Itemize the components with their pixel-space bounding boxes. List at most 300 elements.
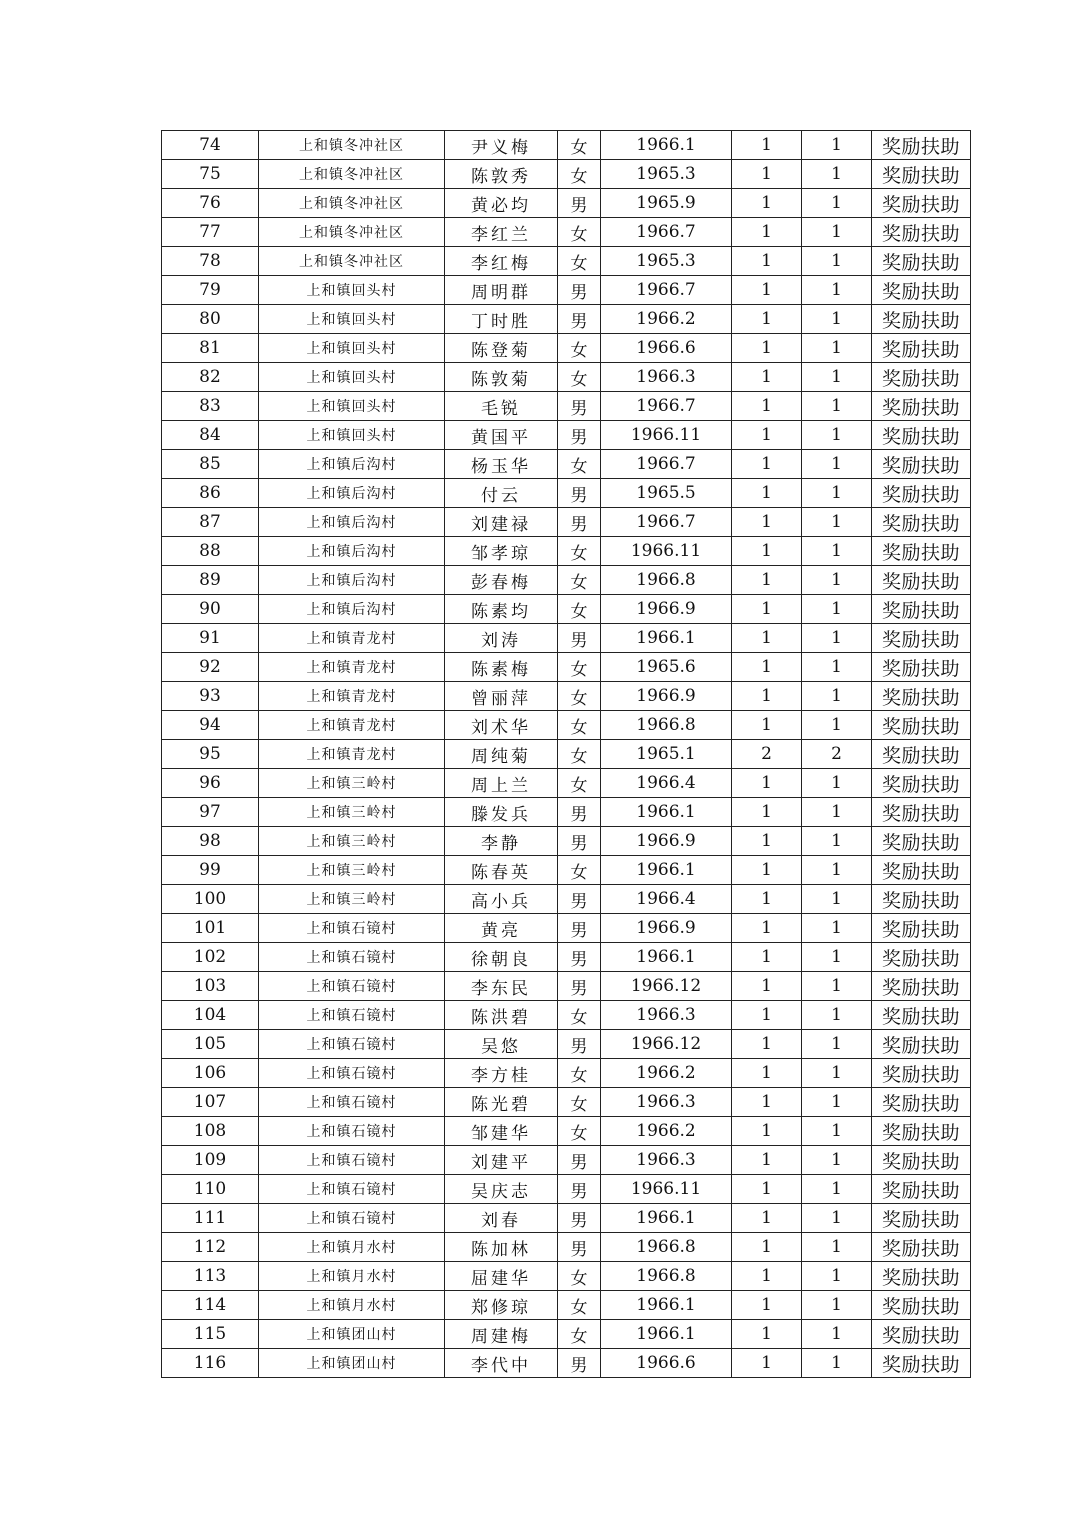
village-cell: 上和镇石镜村 <box>259 914 445 943</box>
count-b-cell: 1 <box>802 595 872 624</box>
name-cell: 陈敦秀 <box>445 160 558 189</box>
count-b-cell: 1 <box>802 508 872 537</box>
gender-cell: 男 <box>558 276 601 305</box>
count-a-cell: 1 <box>732 1117 802 1146</box>
count-b-cell: 1 <box>802 827 872 856</box>
birth-date-cell: 1966.3 <box>601 1146 732 1175</box>
birth-date-cell: 1966.4 <box>601 769 732 798</box>
name-cell: 高小兵 <box>445 885 558 914</box>
gender-cell: 女 <box>558 160 601 189</box>
assistance-type-cell: 奖励扶助 <box>872 305 971 334</box>
table-row <box>162 1262 971 1291</box>
table-row <box>162 1291 971 1320</box>
serial-number-cell: 100 <box>162 885 259 914</box>
name-cell: 陈洪碧 <box>445 1001 558 1030</box>
village-cell: 上和镇青龙村 <box>259 740 445 769</box>
assistance-type-cell: 奖励扶助 <box>872 740 971 769</box>
serial-number-cell: 110 <box>162 1175 259 1204</box>
gender-cell: 女 <box>558 653 601 682</box>
assistance-type-cell: 奖励扶助 <box>872 1204 971 1233</box>
serial-number-cell: 93 <box>162 682 259 711</box>
village-cell: 上和镇回头村 <box>259 363 445 392</box>
gender-cell: 女 <box>558 682 601 711</box>
serial-number-cell: 89 <box>162 566 259 595</box>
birth-date-cell: 1966.2 <box>601 305 732 334</box>
assistance-type-cell: 奖励扶助 <box>872 392 971 421</box>
count-a-cell: 1 <box>732 1349 802 1378</box>
count-a-cell: 1 <box>732 247 802 276</box>
count-a-cell: 1 <box>732 798 802 827</box>
table-row <box>162 479 971 508</box>
name-cell: 黄必均 <box>445 189 558 218</box>
assistance-type-cell: 奖励扶助 <box>872 711 971 740</box>
count-a-cell: 1 <box>732 682 802 711</box>
birth-date-cell: 1966.7 <box>601 276 732 305</box>
assistance-type-cell: 奖励扶助 <box>872 160 971 189</box>
count-b-cell: 1 <box>802 392 872 421</box>
birth-date-cell: 1966.6 <box>601 1349 732 1378</box>
village-cell: 上和镇后沟村 <box>259 537 445 566</box>
village-cell: 上和镇后沟村 <box>259 479 445 508</box>
village-cell: 上和镇三岭村 <box>259 827 445 856</box>
count-a-cell: 1 <box>732 450 802 479</box>
table-row <box>162 943 971 972</box>
village-cell: 上和镇冬冲社区 <box>259 160 445 189</box>
village-cell: 上和镇回头村 <box>259 305 445 334</box>
gender-cell: 男 <box>558 972 601 1001</box>
count-a-cell: 1 <box>732 1233 802 1262</box>
gender-cell: 女 <box>558 769 601 798</box>
village-cell: 上和镇青龙村 <box>259 624 445 653</box>
assistance-type-cell: 奖励扶助 <box>872 1233 971 1262</box>
assistance-type-cell: 奖励扶助 <box>872 450 971 479</box>
birth-date-cell: 1966.8 <box>601 1233 732 1262</box>
table-row <box>162 537 971 566</box>
name-cell: 付云 <box>445 479 558 508</box>
count-b-cell: 1 <box>802 160 872 189</box>
table-row <box>162 769 971 798</box>
name-cell: 黄亮 <box>445 914 558 943</box>
count-b-cell: 1 <box>802 450 872 479</box>
assistance-type-cell: 奖励扶助 <box>872 479 971 508</box>
name-cell: 陈素梅 <box>445 653 558 682</box>
birth-date-cell: 1966.8 <box>601 1262 732 1291</box>
name-cell: 李静 <box>445 827 558 856</box>
village-cell: 上和镇青龙村 <box>259 682 445 711</box>
count-b-cell: 1 <box>802 537 872 566</box>
count-a-cell: 1 <box>732 131 802 160</box>
assistance-type-cell: 奖励扶助 <box>872 1030 971 1059</box>
count-a-cell: 1 <box>732 1291 802 1320</box>
serial-number-cell: 103 <box>162 972 259 1001</box>
serial-number-cell: 97 <box>162 798 259 827</box>
birth-date-cell: 1966.2 <box>601 1059 732 1088</box>
table-row <box>162 1059 971 1088</box>
birth-date-cell: 1965.6 <box>601 653 732 682</box>
serial-number-cell: 96 <box>162 769 259 798</box>
name-cell: 周明群 <box>445 276 558 305</box>
gender-cell: 女 <box>558 1117 601 1146</box>
gender-cell: 女 <box>558 566 601 595</box>
village-cell: 上和镇团山村 <box>259 1349 445 1378</box>
assistance-type-cell: 奖励扶助 <box>872 595 971 624</box>
birth-date-cell: 1966.1 <box>601 943 732 972</box>
serial-number-cell: 116 <box>162 1349 259 1378</box>
assistance-type-cell: 奖励扶助 <box>872 885 971 914</box>
count-b-cell: 1 <box>802 1175 872 1204</box>
village-cell: 上和镇青龙村 <box>259 711 445 740</box>
count-b-cell: 1 <box>802 1146 872 1175</box>
assistance-type-cell: 奖励扶助 <box>872 1059 971 1088</box>
village-cell: 上和镇青龙村 <box>259 653 445 682</box>
count-b-cell: 1 <box>802 1117 872 1146</box>
birth-date-cell: 1965.3 <box>601 247 732 276</box>
birth-date-cell: 1965.1 <box>601 740 732 769</box>
assistance-type-cell: 奖励扶助 <box>872 334 971 363</box>
assistance-type-cell: 奖励扶助 <box>872 131 971 160</box>
name-cell: 周上兰 <box>445 769 558 798</box>
count-a-cell: 1 <box>732 1204 802 1233</box>
serial-number-cell: 78 <box>162 247 259 276</box>
gender-cell: 男 <box>558 508 601 537</box>
count-a-cell: 1 <box>732 566 802 595</box>
count-a-cell: 1 <box>732 914 802 943</box>
table-row <box>162 1001 971 1030</box>
serial-number-cell: 90 <box>162 595 259 624</box>
assistance-type-cell: 奖励扶助 <box>872 972 971 1001</box>
assistance-type-cell: 奖励扶助 <box>872 566 971 595</box>
village-cell: 上和镇团山村 <box>259 1320 445 1349</box>
name-cell: 邹建华 <box>445 1117 558 1146</box>
gender-cell: 男 <box>558 885 601 914</box>
assistance-type-cell: 奖励扶助 <box>872 1088 971 1117</box>
birth-date-cell: 1966.9 <box>601 682 732 711</box>
birth-date-cell: 1966.12 <box>601 1030 732 1059</box>
count-b-cell: 1 <box>802 566 872 595</box>
serial-number-cell: 77 <box>162 218 259 247</box>
table-row <box>162 1117 971 1146</box>
village-cell: 上和镇石镜村 <box>259 1117 445 1146</box>
count-a-cell: 1 <box>732 392 802 421</box>
count-a-cell: 1 <box>732 885 802 914</box>
count-a-cell: 1 <box>732 769 802 798</box>
gender-cell: 男 <box>558 798 601 827</box>
birth-date-cell: 1966.7 <box>601 218 732 247</box>
table-row <box>162 189 971 218</box>
assistance-type-cell: 奖励扶助 <box>872 189 971 218</box>
count-b-cell: 1 <box>802 1349 872 1378</box>
assistance-type-cell: 奖励扶助 <box>872 624 971 653</box>
serial-number-cell: 94 <box>162 711 259 740</box>
name-cell: 陈春英 <box>445 856 558 885</box>
name-cell: 邹孝琼 <box>445 537 558 566</box>
table-row <box>162 1030 971 1059</box>
table-row <box>162 827 971 856</box>
name-cell: 曾丽萍 <box>445 682 558 711</box>
gender-cell: 男 <box>558 827 601 856</box>
serial-number-cell: 83 <box>162 392 259 421</box>
count-a-cell: 1 <box>732 508 802 537</box>
gender-cell: 女 <box>558 363 601 392</box>
count-a-cell: 1 <box>732 363 802 392</box>
count-b-cell: 1 <box>802 218 872 247</box>
village-cell: 上和镇月水村 <box>259 1291 445 1320</box>
village-cell: 上和镇冬冲社区 <box>259 247 445 276</box>
serial-number-cell: 105 <box>162 1030 259 1059</box>
table-row <box>162 305 971 334</box>
birth-date-cell: 1965.5 <box>601 479 732 508</box>
village-cell: 上和镇后沟村 <box>259 566 445 595</box>
name-cell: 陈登菊 <box>445 334 558 363</box>
count-a-cell: 1 <box>732 1146 802 1175</box>
table-row <box>162 1146 971 1175</box>
name-cell: 李红兰 <box>445 218 558 247</box>
gender-cell: 男 <box>558 479 601 508</box>
name-cell: 彭春梅 <box>445 566 558 595</box>
village-cell: 上和镇冬冲社区 <box>259 131 445 160</box>
village-cell: 上和镇回头村 <box>259 276 445 305</box>
table-row <box>162 740 971 769</box>
count-a-cell: 1 <box>732 711 802 740</box>
village-cell: 上和镇三岭村 <box>259 769 445 798</box>
village-cell: 上和镇后沟村 <box>259 508 445 537</box>
serial-number-cell: 109 <box>162 1146 259 1175</box>
count-a-cell: 1 <box>732 1262 802 1291</box>
serial-number-cell: 79 <box>162 276 259 305</box>
assistance-type-cell: 奖励扶助 <box>872 1117 971 1146</box>
village-cell: 上和镇石镜村 <box>259 1059 445 1088</box>
count-a-cell: 1 <box>732 624 802 653</box>
birth-date-cell: 1966.1 <box>601 131 732 160</box>
serial-number-cell: 104 <box>162 1001 259 1030</box>
count-b-cell: 1 <box>802 363 872 392</box>
birth-date-cell: 1966.11 <box>601 421 732 450</box>
count-b-cell: 1 <box>802 1320 872 1349</box>
count-a-cell: 1 <box>732 1059 802 1088</box>
count-b-cell: 1 <box>802 769 872 798</box>
document-page <box>161 130 970 1378</box>
assistance-type-cell: 奖励扶助 <box>872 421 971 450</box>
gender-cell: 女 <box>558 1059 601 1088</box>
birth-date-cell: 1966.11 <box>601 537 732 566</box>
count-b-cell: 1 <box>802 711 872 740</box>
village-cell: 上和镇月水村 <box>259 1233 445 1262</box>
count-a-cell: 1 <box>732 1088 802 1117</box>
count-b-cell: 1 <box>802 305 872 334</box>
gender-cell: 女 <box>558 711 601 740</box>
assistance-type-cell: 奖励扶助 <box>872 1146 971 1175</box>
birth-date-cell: 1966.4 <box>601 885 732 914</box>
birth-date-cell: 1966.2 <box>601 1117 732 1146</box>
birth-date-cell: 1966.3 <box>601 1088 732 1117</box>
gender-cell: 女 <box>558 247 601 276</box>
count-a-cell: 1 <box>732 160 802 189</box>
table-row <box>162 1204 971 1233</box>
count-b-cell: 1 <box>802 624 872 653</box>
table-row <box>162 1349 971 1378</box>
name-cell: 滕发兵 <box>445 798 558 827</box>
assistance-type-cell: 奖励扶助 <box>872 1175 971 1204</box>
name-cell: 刘建禄 <box>445 508 558 537</box>
count-b-cell: 1 <box>802 276 872 305</box>
birth-date-cell: 1966.1 <box>601 856 732 885</box>
name-cell: 徐朝良 <box>445 943 558 972</box>
name-cell: 李东民 <box>445 972 558 1001</box>
table-row <box>162 421 971 450</box>
name-cell: 刘建平 <box>445 1146 558 1175</box>
count-a-cell: 1 <box>732 856 802 885</box>
count-a-cell: 1 <box>732 1030 802 1059</box>
gender-cell: 女 <box>558 1262 601 1291</box>
count-b-cell: 1 <box>802 479 872 508</box>
count-a-cell: 1 <box>732 218 802 247</box>
gender-cell: 女 <box>558 1320 601 1349</box>
count-b-cell: 1 <box>802 1059 872 1088</box>
count-a-cell: 1 <box>732 943 802 972</box>
count-a-cell: 1 <box>732 421 802 450</box>
birth-date-cell: 1966.1 <box>601 1291 732 1320</box>
serial-number-cell: 112 <box>162 1233 259 1262</box>
count-a-cell: 1 <box>732 305 802 334</box>
village-cell: 上和镇冬冲社区 <box>259 189 445 218</box>
name-cell: 陈素均 <box>445 595 558 624</box>
table-row <box>162 1088 971 1117</box>
gender-cell: 男 <box>558 421 601 450</box>
birth-date-cell: 1966.9 <box>601 827 732 856</box>
village-cell: 上和镇月水村 <box>259 1262 445 1291</box>
serial-number-cell: 106 <box>162 1059 259 1088</box>
count-b-cell: 1 <box>802 334 872 363</box>
name-cell: 毛锐 <box>445 392 558 421</box>
serial-number-cell: 108 <box>162 1117 259 1146</box>
birth-date-cell: 1966.7 <box>601 450 732 479</box>
village-cell: 上和镇回头村 <box>259 392 445 421</box>
name-cell: 陈光碧 <box>445 1088 558 1117</box>
count-a-cell: 2 <box>732 740 802 769</box>
count-a-cell: 1 <box>732 334 802 363</box>
count-a-cell: 1 <box>732 827 802 856</box>
birth-date-cell: 1966.1 <box>601 798 732 827</box>
assistance-type-cell: 奖励扶助 <box>872 508 971 537</box>
table-row <box>162 1320 971 1349</box>
table-row <box>162 131 971 160</box>
assistance-type-cell: 奖励扶助 <box>872 276 971 305</box>
gender-cell: 男 <box>558 1146 601 1175</box>
serial-number-cell: 75 <box>162 160 259 189</box>
assistance-type-cell: 奖励扶助 <box>872 914 971 943</box>
count-b-cell: 1 <box>802 943 872 972</box>
gender-cell: 男 <box>558 1233 601 1262</box>
table-row <box>162 1175 971 1204</box>
birth-date-cell: 1966.8 <box>601 711 732 740</box>
count-a-cell: 1 <box>732 276 802 305</box>
gender-cell: 男 <box>558 189 601 218</box>
gender-cell: 女 <box>558 856 601 885</box>
assistance-type-cell: 奖励扶助 <box>872 856 971 885</box>
serial-number-cell: 107 <box>162 1088 259 1117</box>
name-cell: 周纯菊 <box>445 740 558 769</box>
table-row <box>162 276 971 305</box>
count-b-cell: 1 <box>802 1088 872 1117</box>
name-cell: 李方桂 <box>445 1059 558 1088</box>
serial-number-cell: 101 <box>162 914 259 943</box>
serial-number-cell: 85 <box>162 450 259 479</box>
table-row <box>162 508 971 537</box>
assistance-type-cell: 奖励扶助 <box>872 1291 971 1320</box>
serial-number-cell: 99 <box>162 856 259 885</box>
name-cell: 吴庆志 <box>445 1175 558 1204</box>
name-cell: 尹义梅 <box>445 131 558 160</box>
name-cell: 吴悠 <box>445 1030 558 1059</box>
count-b-cell: 1 <box>802 1291 872 1320</box>
count-a-cell: 1 <box>732 972 802 1001</box>
birth-date-cell: 1966.9 <box>601 595 732 624</box>
table-row <box>162 160 971 189</box>
serial-number-cell: 86 <box>162 479 259 508</box>
village-cell: 上和镇石镜村 <box>259 943 445 972</box>
count-a-cell: 1 <box>732 1320 802 1349</box>
village-cell: 上和镇回头村 <box>259 334 445 363</box>
table-row <box>162 450 971 479</box>
count-a-cell: 1 <box>732 1001 802 1030</box>
table-row <box>162 392 971 421</box>
serial-number-cell: 98 <box>162 827 259 856</box>
serial-number-cell: 91 <box>162 624 259 653</box>
assistance-type-cell: 奖励扶助 <box>872 1001 971 1030</box>
serial-number-cell: 74 <box>162 131 259 160</box>
village-cell: 上和镇回头村 <box>259 421 445 450</box>
table-row <box>162 566 971 595</box>
village-cell: 上和镇后沟村 <box>259 450 445 479</box>
table-row <box>162 885 971 914</box>
gender-cell: 男 <box>558 943 601 972</box>
birth-date-cell: 1966.3 <box>601 1001 732 1030</box>
birth-date-cell: 1966.8 <box>601 566 732 595</box>
count-b-cell: 1 <box>802 247 872 276</box>
gender-cell: 男 <box>558 1030 601 1059</box>
serial-number-cell: 88 <box>162 537 259 566</box>
birth-date-cell: 1966.9 <box>601 914 732 943</box>
gender-cell: 男 <box>558 624 601 653</box>
table-row <box>162 798 971 827</box>
assistance-type-cell: 奖励扶助 <box>872 653 971 682</box>
count-b-cell: 1 <box>802 1262 872 1291</box>
count-a-cell: 1 <box>732 595 802 624</box>
assistance-type-cell: 奖励扶助 <box>872 682 971 711</box>
serial-number-cell: 82 <box>162 363 259 392</box>
gender-cell: 女 <box>558 537 601 566</box>
count-b-cell: 1 <box>802 682 872 711</box>
count-a-cell: 1 <box>732 189 802 218</box>
table-row <box>162 218 971 247</box>
count-b-cell: 1 <box>802 1233 872 1262</box>
village-cell: 上和镇石镜村 <box>259 1175 445 1204</box>
assistance-type-cell: 奖励扶助 <box>872 1320 971 1349</box>
count-b-cell: 2 <box>802 740 872 769</box>
count-b-cell: 1 <box>802 653 872 682</box>
serial-number-cell: 81 <box>162 334 259 363</box>
name-cell: 陈敦菊 <box>445 363 558 392</box>
serial-number-cell: 80 <box>162 305 259 334</box>
village-cell: 上和镇石镜村 <box>259 1146 445 1175</box>
name-cell: 杨玉华 <box>445 450 558 479</box>
birth-date-cell: 1966.7 <box>601 508 732 537</box>
name-cell: 周建梅 <box>445 1320 558 1349</box>
name-cell: 丁时胜 <box>445 305 558 334</box>
birth-date-cell: 1965.9 <box>601 189 732 218</box>
serial-number-cell: 92 <box>162 653 259 682</box>
serial-number-cell: 84 <box>162 421 259 450</box>
